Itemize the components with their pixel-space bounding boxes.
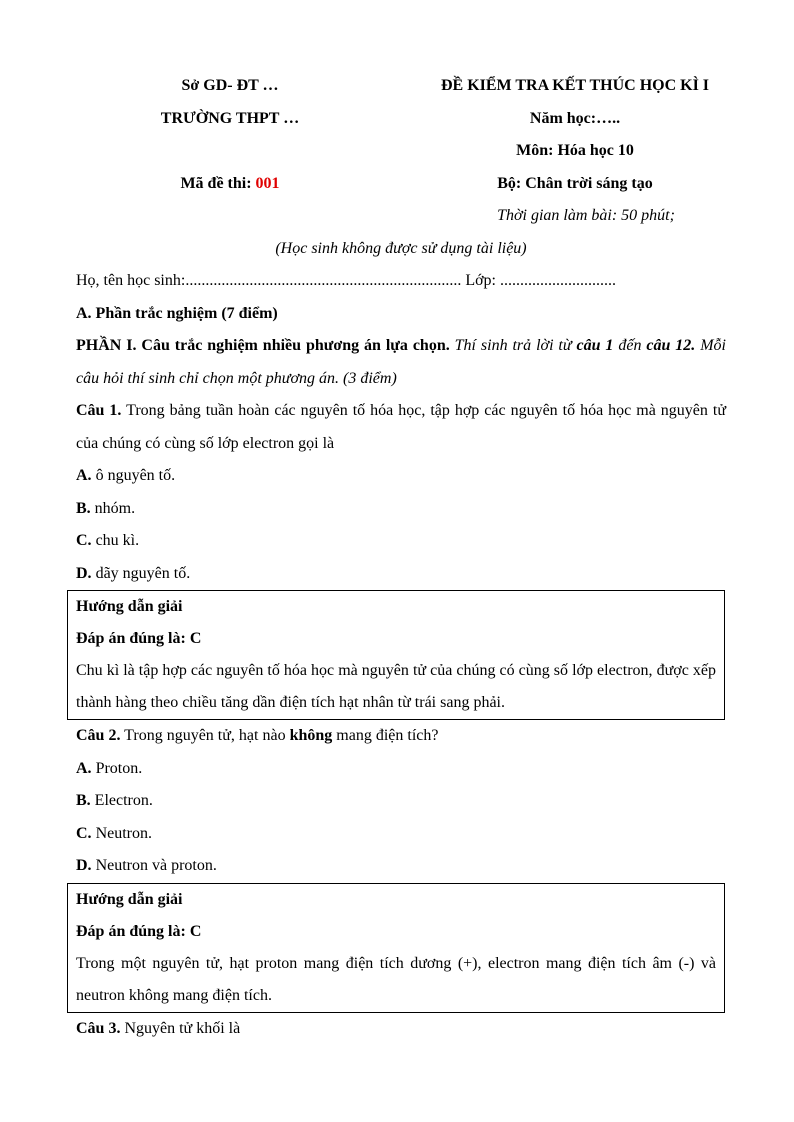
- solution-explanation: Chu kì là tập hợp các nguyên tố hóa học mà nguyên tử của chúng có cùng số lớp electron, được xếp thành hàng theo chiều tăng dần điện tích hạt nhân từ trái sang phải.: [76, 662, 716, 711]
- school-year: Năm học:…..: [529, 109, 621, 127]
- option-text: Neutron và proton.: [91, 857, 217, 874]
- q2-option-b[interactable]: [76, 785, 726, 818]
- school-name: TRƯỜNG THPT …: [160, 109, 300, 127]
- q2-solution-box: [67, 883, 725, 1013]
- option-key: D.: [76, 564, 92, 582]
- exam-code-label: Mã đề thi:: [180, 174, 256, 192]
- exam-header: [76, 70, 726, 200]
- question-1-label: Câu 1.: [76, 402, 122, 419]
- option-text: Neutron.: [91, 824, 152, 842]
- exam-page: [76, 70, 726, 1045]
- question-2-text-2: mang điện tích?: [332, 727, 439, 744]
- question-2: [76, 720, 726, 753]
- q2-option-c[interactable]: [76, 818, 726, 851]
- header-right: [414, 70, 736, 200]
- option-key: C.: [76, 532, 92, 549]
- part1-heading: [76, 330, 726, 395]
- time-row: [76, 200, 726, 233]
- exam-code-value: 001: [255, 174, 280, 192]
- solution-title: Hướng dẫn giải: [76, 598, 183, 615]
- question-3-text: Nguyên tử khối là: [120, 1019, 241, 1037]
- option-text: nhóm.: [90, 499, 136, 517]
- exam-title: ĐỀ KIỂM TRA KẾT THÚC HỌC KÌ I: [440, 77, 710, 94]
- q2-option-a[interactable]: [76, 753, 726, 786]
- question-3: [76, 1013, 726, 1046]
- solution-answer: Đáp án đúng là: C: [76, 922, 202, 940]
- option-key: D.: [76, 857, 92, 874]
- q1-option-c[interactable]: [76, 525, 726, 558]
- option-text: Electron.: [90, 792, 153, 809]
- q2-option-d[interactable]: [76, 850, 726, 883]
- option-key: A.: [76, 467, 92, 484]
- solution-answer: Đáp án đúng là: C: [76, 630, 202, 647]
- header-left: [110, 70, 350, 200]
- option-text: dãy nguyên tố.: [91, 564, 191, 582]
- option-key: A.: [76, 759, 92, 777]
- part1-title: PHẦN I. Câu trắc nghiệm nhiều phương án lựa chọn.: [76, 337, 450, 354]
- q1-solution-box: [67, 590, 725, 720]
- q1-option-a[interactable]: [76, 460, 726, 493]
- question-3-label: Câu 3.: [76, 1019, 121, 1037]
- student-info-line: Họ, tên học sinh:..................................................................... Lớp: .............................: [76, 272, 616, 289]
- option-text: ô nguyên tố.: [91, 467, 176, 484]
- option-key: B.: [76, 792, 91, 809]
- question-1-text: Trong bảng tuần hoàn các nguyên tố hóa học, tập hợp các nguyên tố hóa học mà nguyên tử của chúng có cùng số lớp electron gọi là: [76, 402, 726, 452]
- part1-instr-bold-1: câu 1: [576, 337, 614, 354]
- option-text: chu kì.: [91, 532, 140, 549]
- option-text: Proton.: [91, 759, 143, 777]
- question-2-text-1: Trong nguyên tử, hạt nào: [120, 727, 290, 744]
- part1-instr-2: đến: [613, 337, 647, 354]
- textbook-series: Bộ: Chân trời sáng tạo: [497, 174, 653, 192]
- time-limit: Thời gian làm bài: 50 phút;: [497, 207, 675, 224]
- solution-explanation: Trong một nguyên tử, hạt proton mang điện tích dương (+), electron mang điện tích âm (-) và neutron không mang điện tích.: [76, 954, 716, 1004]
- option-key: B.: [76, 499, 91, 517]
- option-key: C.: [76, 824, 92, 842]
- question-2-text-bold: không: [289, 727, 333, 744]
- part1-instr-3: Mỗi câu hỏi thí sinh chỉ chọn một phương án. (3 điểm): [76, 337, 726, 387]
- question-1: [76, 395, 726, 460]
- dept-name: Sở GD- ĐT …: [181, 77, 279, 94]
- q1-option-b[interactable]: [76, 493, 726, 526]
- part1-instr-bold-2: câu 12.: [646, 337, 696, 354]
- exam-code: [110, 168, 350, 201]
- part-a-title: A. Phần trắc nghiệm (7 điểm): [76, 304, 278, 322]
- part1-instr-1: Thí sinh trả lời từ: [449, 337, 577, 354]
- q1-option-d[interactable]: [76, 558, 726, 591]
- solution-title: Hướng dẫn giải: [76, 890, 183, 908]
- subject: Môn: Hóa học 10: [516, 142, 634, 159]
- question-2-label: Câu 2.: [76, 727, 121, 744]
- no-materials-note: (Học sinh không được sử dụng tài liệu): [275, 239, 527, 257]
